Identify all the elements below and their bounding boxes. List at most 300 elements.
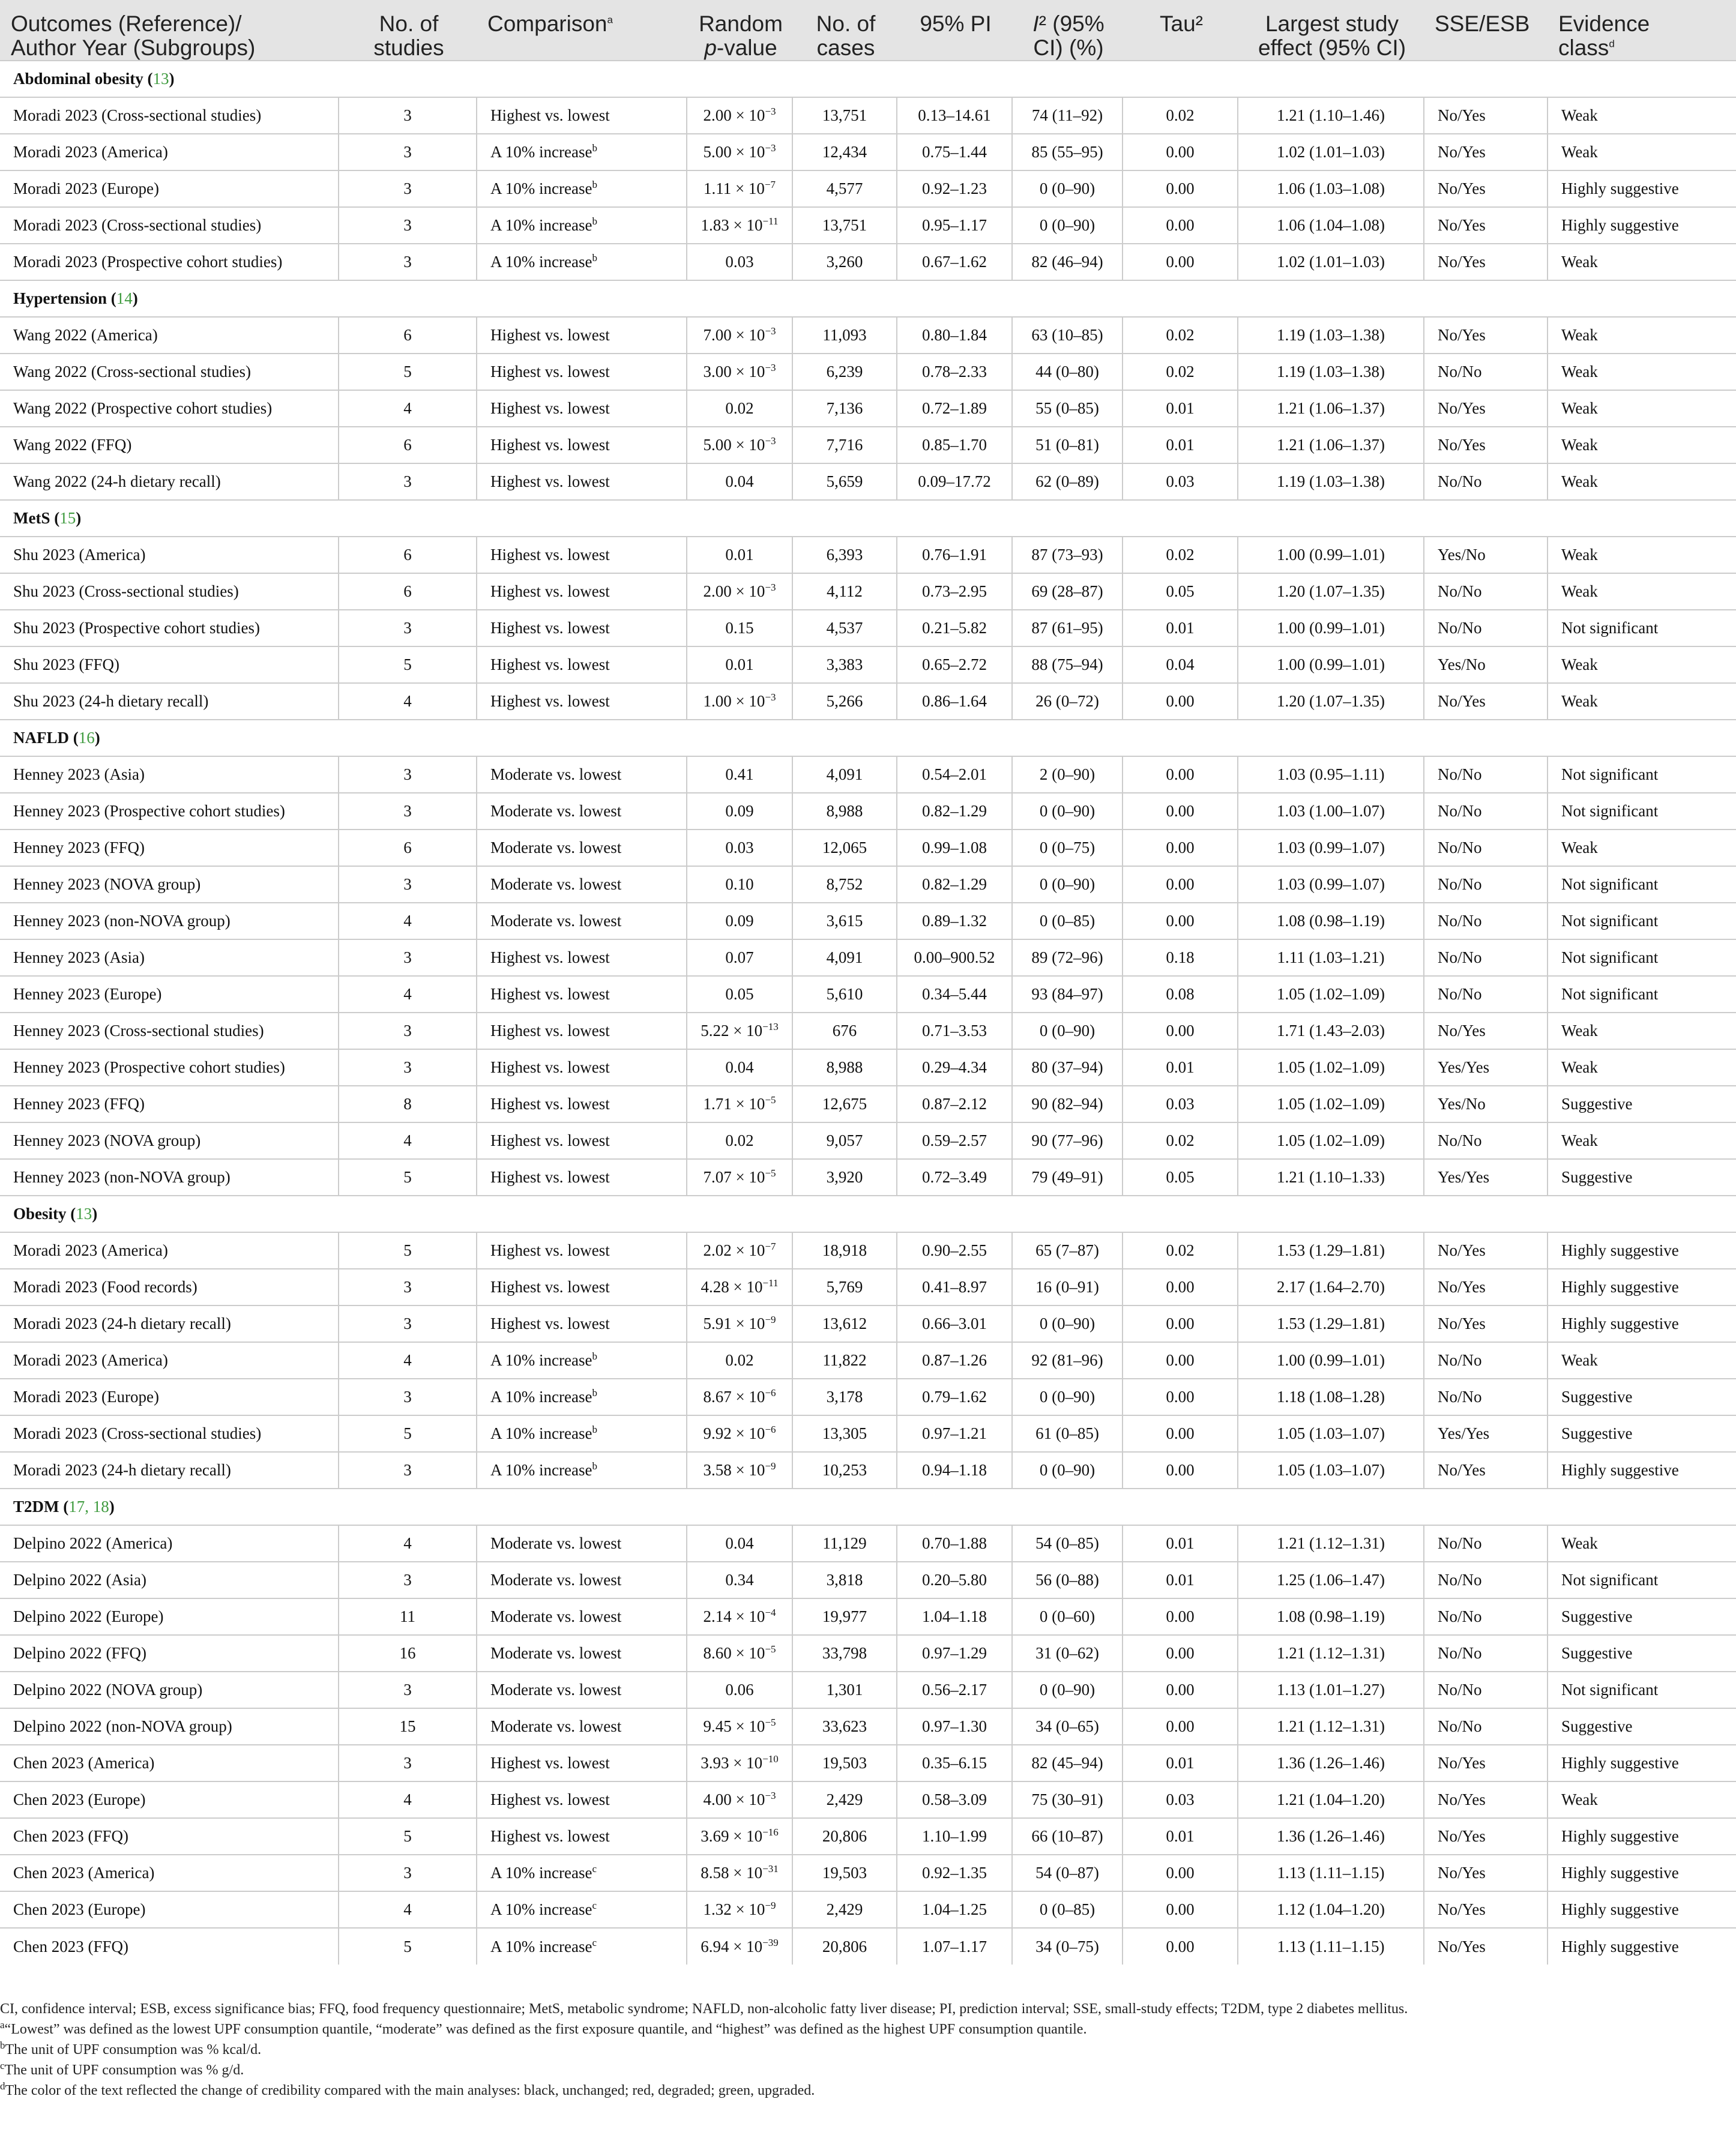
cell-p-value: 0.07	[687, 939, 792, 976]
cell-studies: 5	[339, 1232, 477, 1269]
cell-sse-esb: Yes/No	[1424, 537, 1548, 573]
cell-studies: 4	[339, 1781, 477, 1818]
cell-i2: 0 (0–90)	[1012, 866, 1123, 903]
cell-comparison: Highest vs. lowest	[477, 646, 687, 683]
cell-sse-esb: No/Yes	[1424, 1452, 1548, 1489]
cell-sse-esb: No/Yes	[1424, 427, 1548, 463]
cell-evidence: Weak	[1548, 573, 1736, 610]
cell-i2: 34 (0–65)	[1012, 1708, 1123, 1745]
cell-p-value: $8.67 \times 10^{-6}$	[687, 1379, 792, 1415]
cell-studies: 3	[339, 207, 477, 244]
cell-i2: 44 (0–80)	[1012, 354, 1123, 390]
cell-cases: 3,818	[792, 1562, 897, 1598]
cell-i2: 93 (84–97)	[1012, 976, 1123, 1013]
cell-study: Shu 2023 (America)	[0, 537, 339, 573]
cell-p-value: $2.14 \times 10^{-4}$	[687, 1598, 792, 1635]
cell-studies: 5	[339, 1818, 477, 1855]
table-row	[0, 317, 1736, 354]
column-header: Outcomes (Reference)/ Author Year (Subgroups)	[0, 0, 339, 61]
comparison-footnote-mark: b	[592, 1387, 597, 1399]
cell-evidence: Suggestive	[1548, 1159, 1736, 1196]
cell-evidence: Weak	[1548, 646, 1736, 683]
cell-studies: 3	[339, 97, 477, 134]
cell-comparison: Highest vs. lowest	[477, 1745, 687, 1781]
cell-evidence: Weak	[1548, 1342, 1736, 1379]
exponent: −11	[762, 1277, 779, 1289]
cell-p-value: $5.00 \times 10^{-3}$	[687, 427, 792, 463]
cell-study: Wang 2022 (Cross-sectional studies)	[0, 354, 339, 390]
cell-study: Moradi 2023 (Prospective cohort studies)	[0, 244, 339, 280]
table-row	[0, 390, 1736, 427]
comparison-footnote-mark: b	[592, 215, 597, 227]
cell-i2: 61 (0–85)	[1012, 1415, 1123, 1452]
cell-comparison: Highest vs. lowest	[477, 537, 687, 573]
cell-evidence: Highly suggestive	[1548, 1452, 1736, 1489]
cell-sse-esb: No/No	[1424, 939, 1548, 976]
cell-largest-effect: 1.13 (1.01–1.27)	[1238, 1672, 1424, 1708]
cell-studies: 4	[339, 903, 477, 939]
cell-i2: 26 (0–72)	[1012, 683, 1123, 720]
reference-link: 13	[76, 1205, 92, 1223]
cell-studies: 4	[339, 1122, 477, 1159]
outcome-name: Abdominal obesity	[13, 70, 143, 88]
table-row	[0, 1745, 1736, 1781]
cell-p-value: 0.09	[687, 903, 792, 939]
cell-pi: 0.94–1.18	[897, 1452, 1012, 1489]
table-row	[0, 756, 1736, 793]
cell-sse-esb: No/No	[1424, 610, 1548, 646]
cell-largest-effect: 1.36 (1.26–1.46)	[1238, 1818, 1424, 1855]
table-row	[0, 866, 1736, 903]
cell-tau2: 0.00	[1123, 1855, 1238, 1891]
table-row	[0, 1379, 1736, 1415]
cell-studies: 5	[339, 1928, 477, 1965]
cell-study: Henney 2023 (non-NOVA group)	[0, 1159, 339, 1196]
exponent: −3	[765, 142, 776, 154]
cell-evidence: Not significant	[1548, 756, 1736, 793]
cell-largest-effect: 1.06 (1.03–1.08)	[1238, 170, 1424, 207]
cell-largest-effect: 1.21 (1.12–1.31)	[1238, 1708, 1424, 1745]
table-row	[0, 1818, 1736, 1855]
cell-pi: 0.72–3.49	[897, 1159, 1012, 1196]
cell-cases: 5,610	[792, 976, 897, 1013]
exponent: −7	[764, 179, 776, 190]
cell-cases: 19,503	[792, 1855, 897, 1891]
cell-cases: 13,751	[792, 97, 897, 134]
cell-sse-esb: No/Yes	[1424, 683, 1548, 720]
cell-tau2: 0.00	[1123, 1415, 1238, 1452]
cell-study: Henney 2023 (FFQ)	[0, 1086, 339, 1122]
cell-tau2: 0.02	[1123, 537, 1238, 573]
cell-tau2: 0.02	[1123, 317, 1238, 354]
table-row	[0, 1562, 1736, 1598]
cell-pi: 0.97–1.29	[897, 1635, 1012, 1672]
cell-studies: 6	[339, 427, 477, 463]
cell-study: Moradi 2023 (Europe)	[0, 170, 339, 207]
cell-sse-esb: No/No	[1424, 903, 1548, 939]
cell-tau2: 0.00	[1123, 170, 1238, 207]
cell-pi: 0.97–1.21	[897, 1415, 1012, 1452]
group-header-row	[0, 1196, 1736, 1232]
cell-sse-esb: No/Yes	[1424, 1891, 1548, 1928]
column-header: Evidence class$^d$	[1548, 0, 1736, 61]
cell-sse-esb: No/Yes	[1424, 1818, 1548, 1855]
cell-cases: 12,065	[792, 830, 897, 866]
cell-pi: 0.70–1.88	[897, 1525, 1012, 1562]
cell-evidence: Weak	[1548, 390, 1736, 427]
cell-p-value: 0.01	[687, 537, 792, 573]
column-header: Comparison$^a$	[477, 0, 687, 61]
cell-p-value: $2.00 \times 10^{-3}$	[687, 97, 792, 134]
cell-study: Chen 2023 (Europe)	[0, 1891, 339, 1928]
cell-evidence: Not significant	[1548, 1562, 1736, 1598]
cell-sse-esb: No/No	[1424, 793, 1548, 830]
cell-studies: 3	[339, 1269, 477, 1305]
cell-p-value: 0.09	[687, 793, 792, 830]
cell-largest-effect: 1.02 (1.01–1.03)	[1238, 244, 1424, 280]
cell-study: Moradi 2023 (Cross-sectional studies)	[0, 1415, 339, 1452]
cell-largest-effect: 1.19 (1.03–1.38)	[1238, 354, 1424, 390]
cell-largest-effect: 1.71 (1.43–2.03)	[1238, 1013, 1424, 1049]
cell-study: Chen 2023 (FFQ)	[0, 1928, 339, 1965]
cell-studies: 5	[339, 1415, 477, 1452]
cell-i2: 0 (0–90)	[1012, 1452, 1123, 1489]
cell-tau2: 0.01	[1123, 1745, 1238, 1781]
table-row	[0, 1049, 1736, 1086]
cell-p-value: $4.28 \times 10^{-11}$	[687, 1269, 792, 1305]
cell-pi: 0.54–2.01	[897, 756, 1012, 793]
table-row	[0, 1525, 1736, 1562]
cell-p-value: 0.02	[687, 1342, 792, 1379]
cell-study: Moradi 2023 (Cross-sectional studies)	[0, 97, 339, 134]
cell-sse-esb: No/Yes	[1424, 1781, 1548, 1818]
cell-pi: 0.35–6.15	[897, 1745, 1012, 1781]
cell-comparison: Moderate vs. lowest	[477, 1562, 687, 1598]
cell-studies: 6	[339, 830, 477, 866]
cell-sse-esb: Yes/No	[1424, 646, 1548, 683]
cell-i2: 88 (75–94)	[1012, 646, 1123, 683]
cell-pi: 0.13–14.61	[897, 97, 1012, 134]
cell-largest-effect: 1.02 (1.01–1.03)	[1238, 134, 1424, 170]
cell-tau2: 0.00	[1123, 1452, 1238, 1489]
table-row	[0, 976, 1736, 1013]
cell-evidence: Not significant	[1548, 976, 1736, 1013]
cell-comparison: Highest vs. lowest	[477, 1818, 687, 1855]
cell-tau2: 0.05	[1123, 573, 1238, 610]
cell-comparison: Highest vs. lowest	[477, 427, 687, 463]
comparison-footnote-mark: b	[592, 142, 597, 154]
cell-i2: 85 (55–95)	[1012, 134, 1123, 170]
cell-cases: 8,988	[792, 793, 897, 830]
reference-link: 13	[152, 70, 169, 88]
outcome-group-title: MetS (15)	[0, 500, 1736, 537]
cell-p-value: $1.71 \times 10^{-5}$	[687, 1086, 792, 1122]
comparison-footnote-mark: b	[592, 252, 597, 263]
cell-cases: 8,988	[792, 1049, 897, 1086]
cell-pi: 0.85–1.70	[897, 427, 1012, 463]
cell-studies: 3	[339, 610, 477, 646]
cell-comparison: Moderate vs. lowest	[477, 1672, 687, 1708]
cell-cases: 5,266	[792, 683, 897, 720]
cell-i2: 62 (0–89)	[1012, 463, 1123, 500]
cell-evidence: Weak	[1548, 354, 1736, 390]
outcome-name: Hypertension	[13, 289, 107, 307]
cell-study: Henney 2023 (FFQ)	[0, 830, 339, 866]
cell-sse-esb: No/No	[1424, 756, 1548, 793]
cell-studies: 5	[339, 646, 477, 683]
cell-cases: 4,577	[792, 170, 897, 207]
cell-tau2: 0.00	[1123, 1598, 1238, 1635]
cell-p-value: $3.00 \times 10^{-3}$	[687, 354, 792, 390]
cell-comparison: Moderate vs. lowest	[477, 1635, 687, 1672]
cell-p-value: $3.58 \times 10^{-9}$	[687, 1452, 792, 1489]
cell-studies: 15	[339, 1708, 477, 1745]
cell-evidence: Highly suggestive	[1548, 1232, 1736, 1269]
cell-sse-esb: No/No	[1424, 1672, 1548, 1708]
cell-studies: 4	[339, 390, 477, 427]
footnote-text: The unit of UPF consumption was % kcal/d.	[5, 2042, 262, 2058]
cell-study: Delpino 2022 (Europe)	[0, 1598, 339, 1635]
cell-largest-effect: 1.03 (0.95–1.11)	[1238, 756, 1424, 793]
cell-comparison: Highest vs. lowest	[477, 1305, 687, 1342]
cell-evidence: Highly suggestive	[1548, 1855, 1736, 1891]
cell-tau2: 0.00	[1123, 1928, 1238, 1965]
cell-evidence: Not significant	[1548, 903, 1736, 939]
cell-comparison: A 10% increase$^c$	[477, 1891, 687, 1928]
table-row	[0, 683, 1736, 720]
cell-p-value: 0.02	[687, 390, 792, 427]
cell-i2: 16 (0–91)	[1012, 1269, 1123, 1305]
cell-sse-esb: No/No	[1424, 1122, 1548, 1159]
cell-p-value: 0.02	[687, 1122, 792, 1159]
cell-sse-esb: No/Yes	[1424, 1305, 1548, 1342]
cell-study: Shu 2023 (Cross-sectional studies)	[0, 573, 339, 610]
cell-p-value: $1.11 \times 10^{-7}$	[687, 170, 792, 207]
cell-pi: 0.80–1.84	[897, 317, 1012, 354]
cell-tau2: 0.00	[1123, 1269, 1238, 1305]
cell-study: Moradi 2023 (Food records)	[0, 1269, 339, 1305]
cell-i2: 0 (0–90)	[1012, 1305, 1123, 1342]
cell-largest-effect: 1.00 (0.99–1.01)	[1238, 646, 1424, 683]
cell-cases: 11,822	[792, 1342, 897, 1379]
cell-comparison: Highest vs. lowest	[477, 1122, 687, 1159]
table-row	[0, 1122, 1736, 1159]
cell-tau2: 0.01	[1123, 1818, 1238, 1855]
cell-pi: 0.21–5.82	[897, 610, 1012, 646]
cell-p-value: 0.34	[687, 1562, 792, 1598]
comparison-footnote-mark: c	[592, 1863, 597, 1874]
cell-pi: 0.73–2.95	[897, 573, 1012, 610]
p-italic: p	[704, 35, 717, 60]
cell-evidence: Highly suggestive	[1548, 1745, 1736, 1781]
cell-evidence: Suggestive	[1548, 1598, 1736, 1635]
cell-largest-effect: 1.08 (0.98–1.19)	[1238, 903, 1424, 939]
cell-p-value: $1.32 \times 10^{-9}$	[687, 1891, 792, 1928]
cell-largest-effect: 1.06 (1.04–1.08)	[1238, 207, 1424, 244]
cell-cases: 10,253	[792, 1452, 897, 1489]
table-row	[0, 1269, 1736, 1305]
cell-tau2: 0.00	[1123, 134, 1238, 170]
cell-comparison: A 10% increase$^b$	[477, 170, 687, 207]
exponent: −3	[765, 435, 776, 447]
comparison-footnote-mark: b	[592, 1424, 597, 1435]
exponent: −11	[762, 215, 779, 227]
table-row	[0, 939, 1736, 976]
cell-study: Shu 2023 (Prospective cohort studies)	[0, 610, 339, 646]
cell-cases: 5,659	[792, 463, 897, 500]
cell-cases: 4,112	[792, 573, 897, 610]
cell-evidence: Weak	[1548, 1525, 1736, 1562]
cell-i2: 74 (11–92)	[1012, 97, 1123, 134]
cell-study: Henney 2023 (Europe)	[0, 976, 339, 1013]
cell-tau2: 0.00	[1123, 1635, 1238, 1672]
outcome-name: T2DM	[13, 1498, 59, 1516]
reference-link: 17, 18	[68, 1498, 109, 1516]
cell-sse-esb: No/Yes	[1424, 1855, 1548, 1891]
abbreviations-note: CI, confidence interval; ESB, excess significance bias; FFQ, food frequency questionnaire; MetS, metabolic syndrome; NAFLD, non-alcoholic fatty liver disease; PI, prediction interval; SSE, small-study effects; T2DM, type 2 diabetes mellitus.	[0, 2001, 1408, 2017]
cell-p-value: $4.00 \times 10^{-3}$	[687, 1781, 792, 1818]
cell-sse-esb: Yes/No	[1424, 1086, 1548, 1122]
cell-comparison: Highest vs. lowest	[477, 1086, 687, 1122]
exponent: −5	[765, 1094, 776, 1106]
cell-cases: 20,806	[792, 1818, 897, 1855]
cell-evidence: Weak	[1548, 97, 1736, 134]
cell-cases: 12,675	[792, 1086, 897, 1122]
cell-comparison: Highest vs. lowest	[477, 939, 687, 976]
cell-cases: 3,260	[792, 244, 897, 280]
cell-tau2: 0.02	[1123, 1232, 1238, 1269]
cell-study: Moradi 2023 (Europe)	[0, 1379, 339, 1415]
cell-study: Moradi 2023 (America)	[0, 1232, 339, 1269]
cell-largest-effect: 1.08 (0.98–1.19)	[1238, 1598, 1424, 1635]
cell-evidence: Weak	[1548, 1122, 1736, 1159]
cell-studies: 3	[339, 866, 477, 903]
cell-sse-esb: No/No	[1424, 1598, 1548, 1635]
exponent: −7	[765, 1241, 776, 1252]
cell-tau2: 0.01	[1123, 1525, 1238, 1562]
comparison-footnote-mark: c	[592, 1936, 597, 1948]
cell-tau2: 0.18	[1123, 939, 1238, 976]
cell-i2: 92 (81–96)	[1012, 1342, 1123, 1379]
exponent: −6	[765, 1387, 776, 1399]
cell-pi: 0.92–1.23	[897, 170, 1012, 207]
cell-pi: 1.04–1.18	[897, 1598, 1012, 1635]
cell-p-value: $8.60 \times 10^{-5}$	[687, 1635, 792, 1672]
cell-largest-effect: 1.00 (0.99–1.01)	[1238, 1342, 1424, 1379]
column-header: I² (95% CI) (%)	[1012, 0, 1123, 61]
cell-i2: 54 (0–87)	[1012, 1855, 1123, 1891]
cell-pi: 0.56–2.17	[897, 1672, 1012, 1708]
cell-largest-effect: 1.05 (1.03–1.07)	[1238, 1452, 1424, 1489]
cell-sse-esb: No/Yes	[1424, 1232, 1548, 1269]
cell-p-value: $9.92 \times 10^{-6}$	[687, 1415, 792, 1452]
footnote-text: The color of the text reflected the change of credibility compared with the main analyses: black, unchanged; red, degraded; green, upgraded.	[5, 2083, 815, 2098]
cell-evidence: Highly suggestive	[1548, 207, 1736, 244]
cell-comparison: A 10% increase$^b$	[477, 1452, 687, 1489]
group-header-row	[0, 280, 1736, 317]
cell-studies: 3	[339, 1855, 477, 1891]
cell-studies: 3	[339, 1305, 477, 1342]
cell-sse-esb: Yes/Yes	[1424, 1159, 1548, 1196]
cell-tau2: 0.01	[1123, 1049, 1238, 1086]
column-header: Tau²	[1123, 0, 1238, 61]
cell-i2: 0 (0–85)	[1012, 1891, 1123, 1928]
cell-tau2: 0.01	[1123, 1562, 1238, 1598]
cell-sse-esb: No/No	[1424, 1379, 1548, 1415]
cell-pi: 0.99–1.08	[897, 830, 1012, 866]
cell-i2: 0 (0–90)	[1012, 1379, 1123, 1415]
cell-i2: 82 (45–94)	[1012, 1745, 1123, 1781]
cell-evidence: Weak	[1548, 537, 1736, 573]
outcome-group-title: Obesity (13)	[0, 1196, 1736, 1232]
cell-pi: 0.95–1.17	[897, 207, 1012, 244]
cell-tau2: 0.00	[1123, 866, 1238, 903]
cell-pi: 0.82–1.29	[897, 793, 1012, 830]
cell-i2: 65 (7–87)	[1012, 1232, 1123, 1269]
cell-pi: 0.78–2.33	[897, 354, 1012, 390]
reference-link: 15	[59, 509, 76, 527]
cell-pi: 0.89–1.32	[897, 903, 1012, 939]
table-row	[0, 1159, 1736, 1196]
cell-cases: 6,393	[792, 537, 897, 573]
cell-comparison: A 10% increase$^b$	[477, 207, 687, 244]
cell-p-value: $9.45 \times 10^{-5}$	[687, 1708, 792, 1745]
cell-p-value: $3.69 \times 10^{-16}$	[687, 1818, 792, 1855]
cell-p-value: 0.04	[687, 1049, 792, 1086]
cell-tau2: 0.01	[1123, 390, 1238, 427]
cell-tau2: 0.00	[1123, 244, 1238, 280]
cell-i2: 0 (0–85)	[1012, 903, 1123, 939]
exponent: −3	[765, 362, 776, 373]
cell-pi: 0.59–2.57	[897, 1122, 1012, 1159]
cell-evidence: Weak	[1548, 1049, 1736, 1086]
cell-study: Wang 2022 (America)	[0, 317, 339, 354]
cell-studies: 3	[339, 170, 477, 207]
footnote-text: The unit of UPF consumption was % g/d.	[4, 2062, 244, 2078]
cell-largest-effect: 1.03 (1.00–1.07)	[1238, 793, 1424, 830]
cell-p-value: $5.00 \times 10^{-3}$	[687, 134, 792, 170]
cell-evidence: Weak	[1548, 683, 1736, 720]
cell-pi: 0.90–2.55	[897, 1232, 1012, 1269]
cell-i2: 54 (0–85)	[1012, 1525, 1123, 1562]
cell-study: Henney 2023 (NOVA group)	[0, 866, 339, 903]
table-row	[0, 1086, 1736, 1122]
cell-comparison: Moderate vs. lowest	[477, 866, 687, 903]
cell-largest-effect: 1.13 (1.11–1.15)	[1238, 1855, 1424, 1891]
outcome-group-title: T2DM (17, 18)	[0, 1489, 1736, 1525]
cell-cases: 7,136	[792, 390, 897, 427]
cell-evidence: Weak	[1548, 1781, 1736, 1818]
cell-sse-esb: No/Yes	[1424, 1928, 1548, 1965]
table-row	[0, 207, 1736, 244]
cell-studies: 4	[339, 1891, 477, 1928]
cell-study: Henney 2023 (Prospective cohort studies)	[0, 1049, 339, 1086]
cell-pi: 0.65–2.72	[897, 646, 1012, 683]
cell-sse-esb: No/No	[1424, 866, 1548, 903]
group-header-row	[0, 61, 1736, 97]
i-italic: I	[1032, 11, 1039, 36]
cell-largest-effect: 1.11 (1.03–1.21)	[1238, 939, 1424, 976]
exponent: −5	[765, 1717, 776, 1728]
reference-link: 16	[78, 729, 95, 747]
cell-comparison: Highest vs. lowest	[477, 463, 687, 500]
table-row	[0, 1013, 1736, 1049]
cell-studies: 3	[339, 939, 477, 976]
cell-largest-effect: 1.13 (1.11–1.15)	[1238, 1928, 1424, 1965]
cell-tau2: 0.00	[1123, 1891, 1238, 1928]
cell-largest-effect: 1.21 (1.10–1.33)	[1238, 1159, 1424, 1196]
cell-studies: 3	[339, 134, 477, 170]
